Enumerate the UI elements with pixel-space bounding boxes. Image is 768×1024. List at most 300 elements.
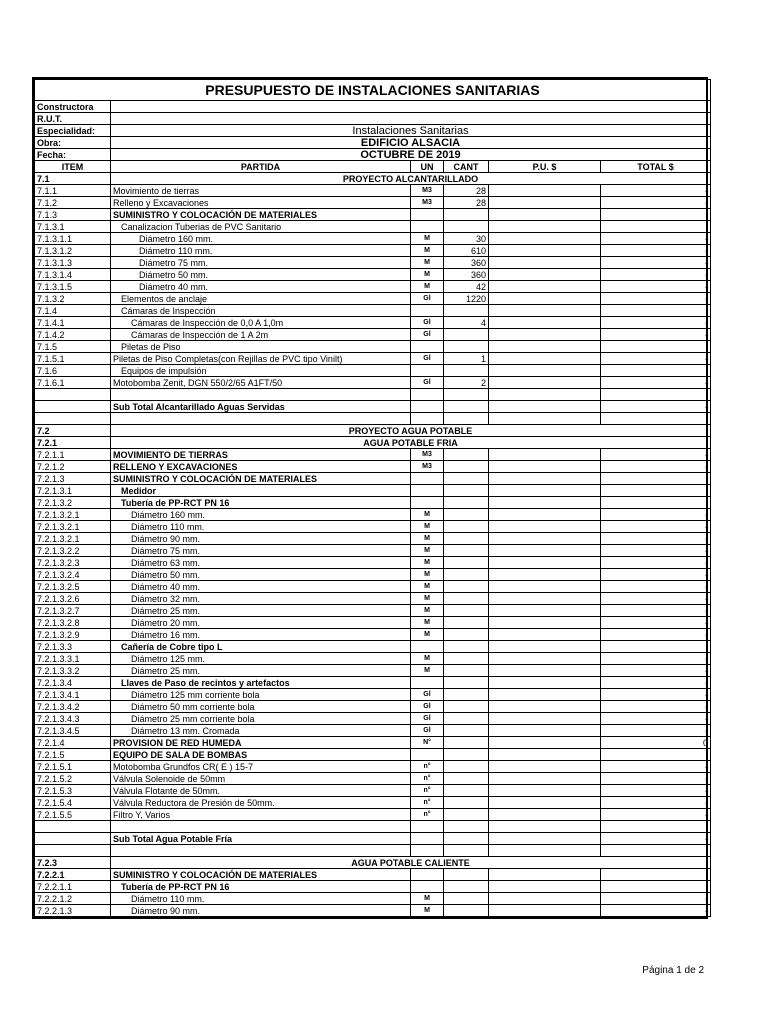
item-cell: 7.1.4.1 (35, 317, 111, 329)
partida-cell: Diámetro 75 mm. (111, 257, 411, 269)
cant-cell (444, 689, 489, 701)
cant-cell (444, 593, 489, 605)
pu-cell (489, 701, 601, 713)
table-row (35, 305, 711, 317)
unit-cell: Gl (411, 317, 444, 329)
item-cell: 7.2.1.3.2.8 (35, 617, 111, 629)
item-cell: 7.1.3.1.5 (35, 281, 111, 293)
partida-cell: Piletas de Piso (111, 341, 411, 353)
pu-cell (489, 737, 601, 749)
table-row (35, 377, 711, 389)
section-row (35, 173, 711, 185)
pu-cell (489, 245, 601, 257)
cant-cell (444, 365, 489, 377)
unit-cell: M (411, 509, 444, 521)
unit-cell: Gl (411, 725, 444, 737)
rut-label: R.U.T. (35, 113, 111, 125)
pu-cell (489, 185, 601, 197)
budget-table (34, 79, 711, 917)
partida-cell: Cámaras de Inspección (111, 305, 411, 317)
cant-cell (444, 629, 489, 641)
table-row (35, 725, 711, 737)
blank-row (35, 845, 711, 857)
budget-sheet (32, 77, 708, 919)
unit-cell (411, 485, 444, 497)
table-row (35, 653, 711, 665)
unit-cell (411, 833, 444, 845)
partida-cell: Equipos de impulsión (111, 365, 411, 377)
table-row (35, 701, 711, 713)
cant-cell (444, 869, 489, 881)
total-cell (601, 473, 711, 485)
table-row (35, 893, 711, 905)
partida-cell: SUMINISTRO Y COLOCACIÓN DE MATERIALES (111, 209, 411, 221)
total-cell: - (601, 353, 711, 365)
section-title: AGUA POTABLE FRIA (111, 437, 711, 449)
partida-cell: MOVIMIENTO DE TIERRAS (111, 449, 411, 461)
pu-cell (489, 581, 601, 593)
partida-cell: Tubería de PP-RCT PN 16 (111, 881, 411, 893)
table-row (35, 629, 711, 641)
partida-cell: RELLENO Y EXCAVACIONES (111, 461, 411, 473)
cant-cell (444, 881, 489, 893)
pu-cell (489, 905, 601, 917)
pu-cell (489, 377, 601, 389)
table-row (35, 785, 711, 797)
partida-cell: Diámetro 50 mm. (111, 569, 411, 581)
partida-cell: Tubería de PP-RCT PN 16 (111, 497, 411, 509)
table-row (35, 509, 711, 521)
table-row (35, 677, 711, 689)
item-cell: 7.1 (35, 173, 111, 185)
partida-cell: Diámetro 110 mm. (111, 521, 411, 533)
pu-cell (489, 809, 601, 821)
table-row (35, 245, 711, 257)
col-cant: CANT (444, 161, 489, 173)
cant-cell (444, 809, 489, 821)
pu-cell (489, 305, 601, 317)
rut-value[interactable] (111, 113, 711, 125)
blank-cell (489, 821, 601, 833)
blank-cell (489, 413, 601, 425)
total-cell: - (601, 677, 711, 689)
table-row (35, 257, 711, 269)
total-cell: - (601, 701, 711, 713)
table-row (35, 533, 711, 545)
total-cell: - (601, 617, 711, 629)
unit-cell: M (411, 533, 444, 545)
table-row (35, 485, 711, 497)
table-row (35, 329, 711, 341)
item-cell: 7.1.1 (35, 185, 111, 197)
cant-cell (444, 329, 489, 341)
total-cell (601, 341, 711, 353)
table-row (35, 473, 711, 485)
total-cell (601, 221, 711, 233)
cant-cell (444, 533, 489, 545)
pu-cell (489, 497, 601, 509)
cant-cell (444, 497, 489, 509)
total-cell (601, 641, 711, 653)
partida-cell: Medidor (111, 485, 411, 497)
unit-cell: M (411, 245, 444, 257)
cant-cell (444, 221, 489, 233)
cant-cell (444, 521, 489, 533)
unit-cell: M (411, 905, 444, 917)
total-cell: - (601, 257, 711, 269)
col-un: UN (411, 161, 444, 173)
cant-cell (444, 341, 489, 353)
unit-cell: M (411, 629, 444, 641)
item-cell: 7.2.1.3.3.2 (35, 665, 111, 677)
item-cell: 7.1.3 (35, 209, 111, 221)
blank-cell (601, 413, 711, 425)
item-cell: 7.2.1.3.2.2 (35, 545, 111, 557)
item-cell: 7.2.1.3.4 (35, 677, 111, 689)
item-cell: 7.1.3.1.3 (35, 257, 111, 269)
partida-cell: Diámetro 32 mm. (111, 593, 411, 605)
cant-cell: 4 (444, 317, 489, 329)
partida-cell: Relleno y Excavaciones (111, 197, 411, 209)
unit-cell (411, 869, 444, 881)
cant-cell (444, 737, 489, 749)
table-row (35, 881, 711, 893)
pu-cell (489, 773, 601, 785)
unit-cell: Gl (411, 377, 444, 389)
cant-cell (444, 833, 489, 845)
cant-cell: 28 (444, 185, 489, 197)
partida-cell: Piletas de Piso Completas(con Rejillas de PVC tipo Vinilt) (111, 353, 411, 365)
blank-cell (444, 389, 489, 401)
cant-cell: 1220 (444, 293, 489, 305)
pu-cell (489, 257, 601, 269)
cant-cell (444, 461, 489, 473)
cant-cell (444, 209, 489, 221)
partida-cell: Diámetro 90 mm. (111, 905, 411, 917)
total-cell: - (601, 449, 711, 461)
total-cell: - (601, 665, 711, 677)
item-cell: 7.1.3.1.4 (35, 269, 111, 281)
cant-cell (444, 305, 489, 317)
table-row (35, 905, 711, 917)
item-cell: 7.1.4.2 (35, 329, 111, 341)
partida-cell: Diámetro 40 mm. (111, 281, 411, 293)
fecha-value: OCTUBRE DE 2019 (111, 149, 711, 161)
unit-cell (411, 305, 444, 317)
table-row (35, 617, 711, 629)
unit-cell (411, 341, 444, 353)
unit-cell: Gl (411, 701, 444, 713)
cant-cell: 1 (444, 353, 489, 365)
partida-cell: Elementos de anclaje (111, 293, 411, 305)
item-cell: 7.2.1.3.2 (35, 497, 111, 509)
col-partida: PARTIDA (111, 161, 411, 173)
item-cell: 7.2.2.1.1 (35, 881, 111, 893)
pu-cell (489, 785, 601, 797)
pu-cell (489, 341, 601, 353)
table-row (35, 773, 711, 785)
unit-cell: Gl (411, 329, 444, 341)
total-cell: - (601, 893, 711, 905)
total-cell: - (601, 809, 711, 821)
blank-cell (411, 845, 444, 857)
blank-row (35, 821, 711, 833)
page-title: PRESUPUESTO DE INSTALACIONES SANITARIAS (35, 80, 711, 101)
unit-cell: Gl (411, 293, 444, 305)
section-title: AGUA POTABLE CALIENTE (111, 857, 711, 869)
pu-cell (489, 485, 601, 497)
pu-cell (489, 833, 601, 845)
unit-cell: M (411, 521, 444, 533)
table-row (35, 197, 711, 209)
table-row (35, 233, 711, 245)
item-cell: 7.2.1.3.4.3 (35, 713, 111, 725)
total-cell: - (601, 377, 711, 389)
table-row (35, 185, 711, 197)
partida-cell: Sub Total Agua Potable Fría (111, 833, 411, 845)
item-cell: 7.1.5.1 (35, 353, 111, 365)
pu-cell (489, 473, 601, 485)
unit-cell: M (411, 893, 444, 905)
table-row (35, 809, 711, 821)
section-title: PROYECTO ALCANTARILLADO (111, 173, 711, 185)
unit-cell: M (411, 665, 444, 677)
column-header-row (35, 161, 711, 173)
item-cell: 7.2.1.3.4.5 (35, 725, 111, 737)
total-cell (601, 485, 711, 497)
table-row (35, 797, 711, 809)
pu-cell (489, 725, 601, 737)
pu-cell (489, 893, 601, 905)
table-row (35, 341, 711, 353)
blank-cell (444, 413, 489, 425)
unit-cell (411, 221, 444, 233)
especialidad-label: Especialidad: (35, 125, 111, 137)
partida-cell: Diámetro 110 mm. (111, 245, 411, 257)
item-cell (35, 833, 111, 845)
table-row (35, 713, 711, 725)
pu-cell (489, 449, 601, 461)
item-cell: 7.2.1.3.3 (35, 641, 111, 653)
item-cell: 7.2.3 (35, 857, 111, 869)
total-cell: - (601, 725, 711, 737)
unit-cell: M (411, 545, 444, 557)
pu-cell (489, 509, 601, 521)
total-cell: - (601, 317, 711, 329)
partida-cell: Canalizacion Tuberias de PVC Sanitario (111, 221, 411, 233)
item-cell: 7.2.1.3.2.3 (35, 557, 111, 569)
unit-cell: n° (411, 797, 444, 809)
total-cell: - (601, 713, 711, 725)
unit-cell (411, 473, 444, 485)
partida-cell: EQUIPO DE SALA DE BOMBAS (111, 749, 411, 761)
unit-cell: M3 (411, 461, 444, 473)
item-cell: 7.2.1.3 (35, 473, 111, 485)
pu-cell (489, 365, 601, 377)
item-cell: 7.2.2.1.2 (35, 893, 111, 905)
pu-cell (489, 653, 601, 665)
table-row (35, 353, 711, 365)
blank-cell (489, 389, 601, 401)
total-cell: - (601, 329, 711, 341)
cant-cell (444, 725, 489, 737)
total-cell: - (601, 269, 711, 281)
col-total: TOTAL $ (601, 161, 711, 173)
cant-cell (444, 761, 489, 773)
partida-cell: Diámetro 25 mm. (111, 665, 411, 677)
item-cell: 7.2.1.5 (35, 749, 111, 761)
pu-cell (489, 617, 601, 629)
pu-cell (489, 641, 601, 653)
total-cell: - (601, 185, 711, 197)
item-cell: 7.1.3.2 (35, 293, 111, 305)
table-row (35, 521, 711, 533)
item-cell: 7.2.1.3.2.1 (35, 509, 111, 521)
blank-cell (35, 845, 111, 857)
total-cell: - (601, 293, 711, 305)
unit-cell: Gl (411, 689, 444, 701)
unit-cell (411, 641, 444, 653)
pu-cell (489, 233, 601, 245)
partida-cell: SUMINISTRO Y COLOCACIÓN DE MATERIALES (111, 869, 411, 881)
blank-cell (411, 389, 444, 401)
blank-cell (35, 389, 111, 401)
cant-cell (444, 449, 489, 461)
item-cell: 7.2.1.3.2.1 (35, 521, 111, 533)
blank-cell (601, 821, 711, 833)
col-pu: P.U. $ (489, 161, 601, 173)
table-row (35, 365, 711, 377)
item-cell: 7.2.1.3.2.1 (35, 533, 111, 545)
item-cell: 7.2.1.5.3 (35, 785, 111, 797)
page-number: Página 1 de 2 (642, 965, 704, 976)
table-row (35, 641, 711, 653)
partida-cell: Diámetro 13 mm. Cromada (111, 725, 411, 737)
unit-cell: N° (411, 737, 444, 749)
table-row (35, 281, 711, 293)
table-row (35, 221, 711, 233)
total-cell: - (601, 557, 711, 569)
cant-cell (444, 653, 489, 665)
table-row (35, 461, 711, 473)
constructora-value[interactable] (111, 101, 711, 113)
pu-cell (489, 881, 601, 893)
total-cell: - (601, 401, 711, 413)
partida-cell: Movimiento de tierras (111, 185, 411, 197)
item-cell: 7.2.1.3.2.4 (35, 569, 111, 581)
blank-cell (601, 389, 711, 401)
unit-cell: Gl (411, 713, 444, 725)
partida-cell: Diámetro 75 mm. (111, 545, 411, 557)
total-cell (601, 749, 711, 761)
table-row (35, 605, 711, 617)
total-cell: - (601, 533, 711, 545)
unit-cell: M (411, 581, 444, 593)
pu-cell (489, 557, 601, 569)
total-cell: - (601, 581, 711, 593)
unit-cell: M (411, 593, 444, 605)
total-cell: - (601, 197, 711, 209)
total-cell (601, 365, 711, 377)
unit-cell: M (411, 281, 444, 293)
unit-cell: M (411, 569, 444, 581)
item-cell: 7.1.6.1 (35, 377, 111, 389)
cant-cell: 610 (444, 245, 489, 257)
partida-cell: PROVISION DE RED HUMEDA (111, 737, 411, 749)
cant-cell (444, 797, 489, 809)
cant-cell: 360 (444, 257, 489, 269)
partida-cell: Diámetro 63 mm. (111, 557, 411, 569)
pu-cell (489, 329, 601, 341)
pu-cell (489, 533, 601, 545)
cant-cell (444, 713, 489, 725)
partida-cell: Diámetro 160 mm. (111, 233, 411, 245)
table-row (35, 581, 711, 593)
table-row (35, 497, 711, 509)
unit-cell: M (411, 557, 444, 569)
blank-cell (444, 845, 489, 857)
blank-row (35, 413, 711, 425)
cant-cell (444, 785, 489, 797)
section-row (35, 857, 711, 869)
item-cell: 7.2.2.1.3 (35, 905, 111, 917)
total-cell: - (601, 569, 711, 581)
cant-cell (444, 401, 489, 413)
table-row (35, 833, 711, 845)
cant-cell (444, 605, 489, 617)
blank-cell (111, 845, 411, 857)
pu-cell (489, 293, 601, 305)
section-row (35, 425, 711, 437)
item-cell: 7.2.1.5.2 (35, 773, 111, 785)
cant-cell (444, 905, 489, 917)
cant-cell (444, 701, 489, 713)
total-cell (601, 209, 711, 221)
unit-cell (411, 749, 444, 761)
cant-cell (444, 569, 489, 581)
pu-cell (489, 689, 601, 701)
pu-cell (489, 569, 601, 581)
blank-cell (411, 413, 444, 425)
item-cell: 7.2.1.3.2.6 (35, 593, 111, 605)
partida-cell: Diámetro 50 mm corriente bola (111, 701, 411, 713)
table-row (35, 593, 711, 605)
partida-cell: Diámetro 25 mm corriente bola (111, 713, 411, 725)
pu-cell (489, 593, 601, 605)
blank-cell (35, 413, 111, 425)
unit-cell: M (411, 233, 444, 245)
unit-cell: M (411, 257, 444, 269)
unit-cell (411, 365, 444, 377)
fecha-label: Fecha: (35, 149, 111, 161)
cant-cell (444, 473, 489, 485)
table-row (35, 665, 711, 677)
especialidad-value: Instalaciones Sanitarias (111, 125, 711, 137)
partida-cell: Diámetro 25 mm. (111, 605, 411, 617)
unit-cell (411, 497, 444, 509)
item-cell: 7.1.3.1.2 (35, 245, 111, 257)
pu-cell (489, 797, 601, 809)
pu-cell (489, 209, 601, 221)
partida-cell: Llaves de Paso de recintos y artefactos (111, 677, 411, 689)
obra-label: Obra: (35, 137, 111, 149)
pu-cell (489, 545, 601, 557)
obra-value: EDIFICIO ALSACIA (111, 137, 711, 149)
pu-cell (489, 281, 601, 293)
table-row (35, 869, 711, 881)
item-cell: 7.2.1.4 (35, 737, 111, 749)
item-cell: 7.2.1.5.4 (35, 797, 111, 809)
